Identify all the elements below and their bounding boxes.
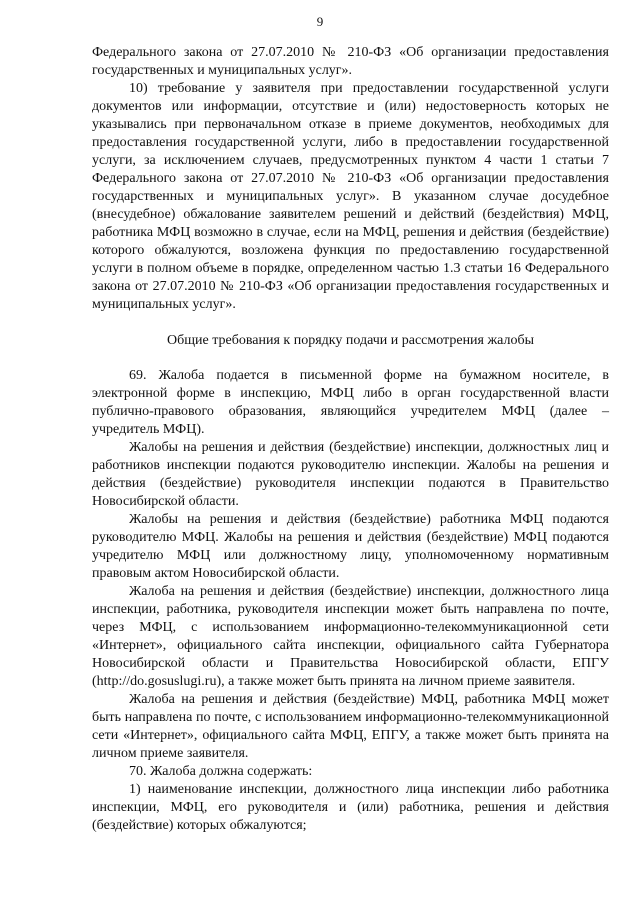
paragraph: 70. Жалоба должна содержать: — [129, 764, 313, 779]
paragraph: 1) наименование инспекции, должностного лица инспекции либо работника инспекции, МФЦ, его руководителя и (или) работника, решения и действия (бездействие) которых обжалуются; — [92, 782, 609, 833]
paragraph: Федерального закона от 27.07.2010 № 210-ФЗ «Об организации предоставления государственных и муниципальных услуг». — [92, 45, 609, 78]
paragraph: Жалоба на решения и действия (бездействие) МФЦ, работника МФЦ может быть направлена по почте, с использованием информационно-телекоммуникационной сети «Интернет», официального сайта МФЦ, ЕПГУ, а также может быть принята на личном приеме заявителя. — [92, 692, 609, 761]
paragraph: Жалобы на решения и действия (бездействие) работника МФЦ подаются руководителю МФЦ. Жалобы на решения и действия (бездействие) МФЦ подаются учредителю МФЦ или должностному лицу, уполномоченному нормативным правовым актом Новосибирской области. — [92, 512, 609, 581]
paragraph: 10) требование у заявителя при предоставлении государственной услуги документов или информации, отсутствие и (или) недостоверность которых не указывались при первоначальном отказе в приеме документов, необходимых для предоставления государственной услуги, либо в предоставлении государственной услуги, за исключением случаев, предусмотренных пунктом 4 части 1 статьи 7 Федерального закона от 27.07.2010 № 210-ФЗ «Об организации предоставления государственных и муниципальных услуг». В указанном случае досудебное (внесудебное) обжалование заявителем решений и действий (бездействия) МФЦ, работника МФЦ возможно в случае, если на МФЦ, решения и действия (бездействие) которого обжалуются, возложена функция по предоставлению государственной услуги в полном объеме в порядке, определенном частью 1.3 статьи 16 Федерального закона от 27.07.2010 № 210-ФЗ «Об организации предоставления государственных и муниципальных услуг». — [92, 81, 609, 312]
section-heading: Общие требования к порядку подачи и рассмотрения жалобы — [166, 333, 535, 348]
paragraph: Жалобы на решения и действия (бездействие) инспекции, должностных лиц и работников инспекции подаются руководителю инспекции. Жалобы на решения и действия (бездействие) руководителя инспекции подаются в Правительство Новосибирской области. — [92, 440, 609, 509]
document-body — [92, 44, 609, 835]
page-number: 9 — [316, 14, 324, 29]
paragraph: 69. Жалоба подается в письменной форме на бумажном носителе, в электронной форме в инспекцию, МФЦ либо в орган государственной власти публично-правового образования, являющийся учредителем МФЦ (далее – учредитель МФЦ). — [92, 368, 609, 437]
paragraph: Жалоба на решения и действия (бездействие) инспекции, должностного лица инспекции, работника, руководителя инспекции может быть направлена по почте, через МФЦ, с использованием информационно-телекоммуникационной сети «Интернет», официального сайта инспекции, официального сайта Губернатора Новосибирской области и Правительства Новосибирской области, ЕПГУ (http://do.gosuslugi.ru), а также может быть принята на личном приеме заявителя. — [92, 584, 609, 689]
